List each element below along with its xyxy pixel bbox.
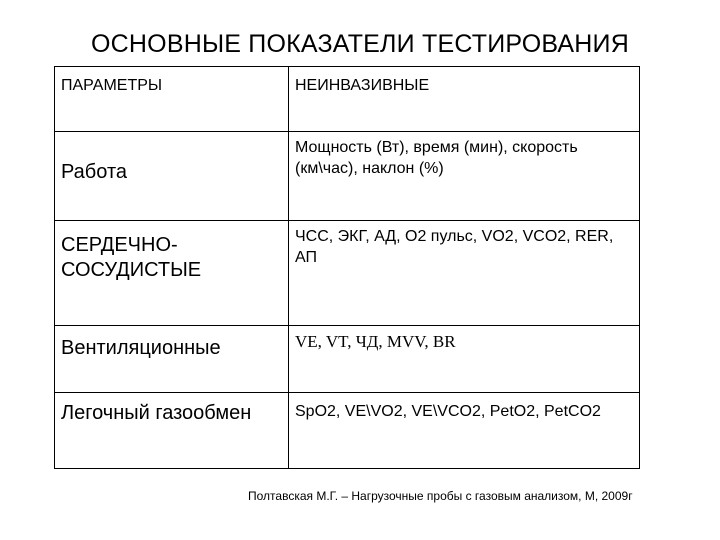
table-header-row <box>55 67 640 132</box>
header-noninvasive: НЕИНВАЗИВНЫЕ <box>289 67 640 132</box>
table-row <box>55 221 640 326</box>
param-value: Мощность (Вт), время (мин), скорость (км\час), наклон (%) <box>289 132 640 221</box>
table-row <box>55 393 640 469</box>
param-name: Вентиляционные <box>55 326 289 393</box>
page-title: ОСНОВНЫЕ ПОКАЗАТЕЛИ ТЕСТИРОВАНИЯ <box>91 30 629 58</box>
header-parameters: ПАРАМЕТРЫ <box>55 67 289 132</box>
param-name: Работа <box>55 132 289 221</box>
parameters-table <box>54 66 640 469</box>
table-row <box>55 326 640 393</box>
source-footnote: Полтавская М.Г. – Нагрузочные пробы с газовым анализом, М, 2009г <box>248 489 633 503</box>
param-value: SpO2, VE\VO2, VE\VCO2, PetO2, PetCO2 <box>289 393 640 469</box>
param-value: ЧСС, ЭКГ, АД, О2 пульс, VO2, VCO2, RER, АП <box>289 221 640 326</box>
param-value: VE, VT, ЧД, MVV, BR <box>289 326 640 393</box>
table-row <box>55 132 640 221</box>
param-name: СЕРДЕЧНО-СОСУДИСТЫЕ <box>55 221 289 326</box>
param-name: Легочный газообмен <box>55 393 289 469</box>
